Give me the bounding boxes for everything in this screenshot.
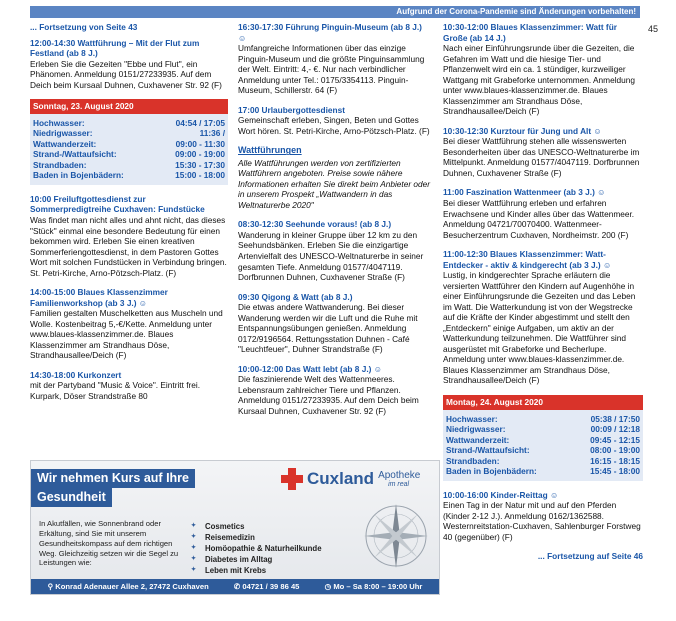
tide-value: 09:45 - 12:15: [590, 434, 640, 445]
bullet-icon: ✦: [191, 544, 197, 551]
tide-value: 11:36 /: [199, 128, 225, 139]
tide-row: [446, 456, 640, 467]
ad-text: In Akutfällen, wie Sonnenbrand oder Erkältung, sind Sie mit unserem Gesundheitskompass auf dem richtigen Weg. Gleichzeitig setzen wir die Segel zu Leistungen wie:: [39, 519, 179, 568]
tide-table: [443, 410, 643, 481]
event-body: Die etwas andere Wattwanderung. Bei dieser Wanderung werden wir die Luft und die Ruhe mit Entspannungsübungen genießen. Anmeldung 0172/9196564. Rettungsstation Duhnen - Café "Leuchtfeuer", Duhner Strandstraße (F): [238, 302, 418, 355]
event-entry: [238, 364, 432, 417]
service-item: [191, 554, 322, 565]
event-body: Umfangreiche Informationen über das einzige Pinguin-Museum und die größte Pinguinsammlung der Welt. Eintritt: 4,- €. Nur nach verbindlicher Anmeldung unter Tel.: 0175/3354113. Pinguin-Museum, Schillerstr. 64 (F): [238, 43, 425, 96]
tide-row: [33, 128, 225, 139]
event-title: 08:30-12:30 Seehunde voraus! (ab 8 J.): [238, 219, 392, 230]
service-item: [191, 543, 322, 554]
pharmacy-cross-icon: [281, 468, 303, 490]
bullet-icon: ✦: [191, 555, 197, 562]
column-3: [443, 22, 643, 562]
page-number: 45: [647, 24, 658, 34]
event-entry: [443, 126, 643, 179]
pharmacy-ad[interactable]: [30, 460, 440, 595]
event-title: 16:30-17:30 Führung Pinguin-Museum (ab 8 J.) ☺: [238, 22, 422, 43]
services-list: [191, 521, 322, 576]
event-title: 17:00 Urlaubergottesdienst: [238, 104, 345, 115]
event-body: mit der Partyband "Music & Voice". Eintritt frei. Kurpark, Döser Strandstraße 80: [30, 380, 201, 401]
tide-value: 15:00 - 18:00: [175, 170, 225, 181]
tide-row: [446, 414, 640, 425]
event-entry: [443, 187, 643, 240]
tide-row: [33, 139, 225, 150]
logo-apotheke: Apotheke: [378, 469, 421, 481]
hours-value: Mo – Sa 8:00 – 19:00 Uhr: [333, 581, 423, 591]
service-label: Homöopathie & Naturheilkunde: [205, 543, 322, 553]
event-body: Was findet man nicht alles und ahnt nicht, das dieses "Stück" einmal eine besondere Bedeutung für einen bekommen wird. Erleben Sie einen kreativen Sommerferiengottesdienst, in dem Pastoren Gottes Wort mit solchen Fundstücken in Verbindung bringen. St. Petri-Kirche, Arno-Pötzsch-Platz. (F): [30, 214, 227, 278]
event-title: 10:30-12:30 Kurztour für Jung und Alt ☺: [443, 125, 602, 136]
tide-label: Wattwanderzeit:: [33, 138, 97, 149]
ad-headline: Gesundheit: [31, 488, 112, 507]
event-body: Lustig, in kindgerechter Sprache erläutern die versierten Wattführer den Kindern auf Augenhöhe in einer Einführungsrunde die Gezeiten und das Leben im Watt. Die Watterkundung ist von der Wegstrecke auf die Kräfte der Kinder abgestimmt und stellt den „Entdeckern" einige Aufgaben, um aktiv an der Watterkundung teilzunehmen. Die Wattführer sind ausgerüstet mit Grabeforke und Becherlupe. Anmeldung unter www.blaues-klassenzimmer.de. Blaues Klassenzimmer am Strandhaus Döse, Strandhausallee/Deich (F): [443, 270, 636, 386]
tide-value: 05:38 / 17:50: [590, 413, 640, 424]
continued-from: ... Fortsetzung von Seite 43: [30, 22, 138, 32]
event-entry: [238, 22, 432, 96]
tide-label: Baden in Bojenbädern:: [446, 466, 537, 477]
event-body: Bei dieser Wattführung erleben und erfahren Erwachsene und Kinder alles über das Wattenmeer. Anmeldung 04721/70070400. Wattenmeer-Besucherzentrum Cuxhaven, Nordheimstr. 200 (F): [443, 197, 635, 240]
service-label: Leben mit Krebs: [205, 565, 267, 575]
event-title: 10:00-16:00 Kinder-Reittag ☺: [443, 489, 559, 500]
event-entry: [238, 105, 432, 137]
tide-value: 16:15 - 18:15: [590, 455, 640, 466]
tide-value: 08:00 - 19:00: [590, 445, 640, 456]
phone-text: ✆ 04721 / 39 86 45: [233, 581, 300, 591]
section-title: Wattführungen: [238, 145, 302, 156]
tide-row: [446, 445, 640, 456]
tide-value: 09:00 - 11:30: [175, 138, 225, 149]
tide-label: Wattwanderzeit:: [446, 434, 510, 445]
ad-headline: Wir nehmen Kurs auf Ihre: [31, 469, 195, 488]
service-label: Reisemedizin: [205, 532, 255, 542]
bullet-icon: ✦: [191, 522, 197, 529]
tide-row: [446, 466, 640, 477]
event-body: Einen Tag in der Natur mit und auf den Pferden (Kinder 2-12 J.). Anmeldung 0162/1362588. Westernreitstation-Cuxhaven, Sahlenburger Forstweg 40 (gegenüber) (F): [443, 500, 641, 542]
logo-tagline: im real: [388, 480, 410, 488]
event-body: Nach einer Einführungsrunde über die Gezeiten, die Gefahren im Watt und die hiesige Tier- und Pflanzenwelt wird ein ca. 1 stündiger, kurzweiliger Wattgang mit Grabeforke unternommen. Anmeldung unter www.blaues-klassenzimmer.de. Blaues Klassenzimmer am Strandhaus Döse, Strandhausallee/Deich (F): [443, 43, 636, 117]
event-body: Gemeinschaft erleben, Singen, Beten und Gottes Wort hören. St. Petri-Kirche, Arno-Pötzsch-Platz. (F): [238, 115, 430, 136]
service-label: Cosmetics: [205, 521, 245, 531]
event-title: 14:30-18:00 Kurkonzert: [30, 369, 122, 380]
event-title: 10:00 Freiluftgottesdienst zur Sommerpredigtreihe Cuxhaven: Fundstücke: [30, 193, 205, 215]
service-item: [191, 532, 322, 543]
tide-label: Niedrigwasser:: [446, 424, 506, 435]
column-1: [30, 22, 228, 410]
tide-label: Niedrigwasser:: [33, 128, 93, 139]
event-title: 11:00 Faszination Wattenmeer (ab 3 J.) ☺: [443, 187, 606, 198]
event-body: Wanderung in kleiner Gruppe über 12 km zu den Seehundsbänken. Erleben Sie die einzigartige Artenvielfalt des UNESCO-Weltnaturerbe in seiner gesamten Tiefe. Anmeldung 01577/4047119. Dorfbrunnen Duhnen, Cuxhavener Straße (F): [238, 229, 424, 283]
tide-table: [30, 114, 228, 185]
bullet-icon: ✦: [191, 566, 197, 573]
event-entry: [443, 22, 643, 117]
tide-value: 15:45 - 18:00: [590, 466, 640, 477]
tide-value: 00:09 / 12:18: [590, 424, 640, 435]
pharmacy-logo: [281, 464, 420, 494]
tide-label: Strand-/Wattaufsicht:: [33, 149, 117, 160]
compass-rose-icon: [361, 501, 431, 571]
event-entry: [238, 219, 432, 282]
ad-footer: [31, 579, 439, 594]
event-body: Bei dieser Wattführung stehen alle wissenswerten Besonderheiten über das UNESCO-Weltnaturerbe im Mittelpunkt. Anmeldung 01577/4047119. Dorfbrunnen Duhnen, Cuxhavener Straße (F): [443, 136, 640, 178]
column-2: [238, 22, 432, 425]
event-body: Die faszinierende Welt des Wattenmeeres. Lebensraum zahlreicher Tiere und Pflanzen. Anmeldung 0151/27233935. Auf dem Deich beim Kursaal Duhnen, Cuxhavener Str. 92 (F): [238, 374, 419, 416]
tide-label: Strandbaden:: [33, 159, 87, 170]
tide-label: Strandbaden:: [446, 455, 500, 466]
tide-row: [33, 149, 225, 160]
tide-row: [33, 170, 225, 181]
top-banner: [30, 6, 640, 18]
event-entry: [30, 287, 228, 361]
banner-text: Aufgrund der Corona-Pandemie sind Änderungen vorbehalten!: [396, 7, 636, 16]
date-header: Sonntag, 23. August 2020: [30, 99, 228, 114]
logo-brand: Cuxland: [307, 469, 375, 489]
event-title: 10:30-12:00 Blaues Klassenzimmer: Watt für Große (ab 14 J.): [443, 22, 617, 43]
hours-text: ◷ Mo – Sa 8:00 – 19:00 Uhr: [324, 581, 423, 591]
event-entry: [30, 194, 228, 278]
service-item: [191, 565, 322, 576]
tide-value: 04:54 / 17:05: [175, 117, 225, 128]
event-title: 11:00-12:30 Blaues Klassenzimmer: Watt-Entdecker - aktiv & kindgerecht (ab 3 J.) ☺: [443, 249, 612, 270]
event-entry: [30, 370, 228, 402]
tide-label: Strand-/Wattaufsicht:: [446, 445, 530, 456]
event-title: 14:00-15:00 Blaues Klassenzimmer Familienworkshop (ab 3 J.) ☺: [30, 287, 168, 308]
section-note: Alle Wattführungen werden von zertifizierten Wattführern angeboten. Preise sowie nähere Informationen erhalten Sie direkt beim Anbieter oder in unserem Prospekt „Wattwandern in das Weltnaturerbe 2020": [238, 157, 431, 210]
tide-row: [446, 435, 640, 446]
logo-side: [378, 471, 420, 488]
tide-label: Baden in Bojenbädern:: [33, 170, 124, 181]
tide-label: Hochwasser:: [33, 117, 85, 128]
event-entry: [443, 249, 643, 386]
tide-row: [446, 424, 640, 435]
address-value: Konrad Adenauer Allee 2, 27472 Cuxhaven: [55, 581, 209, 591]
tide-value: 09:00 - 19:00: [175, 149, 225, 160]
event-title: 12:00-14:30 Wattführung – Mit der Flut zum Festland (ab 8 J.): [30, 37, 200, 59]
date-header: Montag, 24. August 2020: [443, 395, 643, 410]
bullet-icon: ✦: [191, 533, 197, 540]
event-title: 10:00-12:00 Das Watt lebt (ab 8 J.) ☺: [238, 363, 383, 374]
event-entry: [238, 292, 432, 355]
event-entry: [30, 38, 228, 91]
event-entry: [443, 490, 643, 543]
tide-row: [33, 160, 225, 171]
service-label: Diabetes im Alltag: [205, 554, 273, 564]
address-text: ⚲ Konrad Adenauer Allee 2, 27472 Cuxhaven: [47, 581, 209, 591]
phone-value: 04721 / 39 86 45: [242, 581, 300, 591]
tide-value: 15:30 - 17:30: [175, 159, 225, 170]
event-body: Erleben Sie die Gezeiten "Ebbe und Flut", ein Phänomen. Anmeldung 0151/27233935. Auf dem Deich beim Kursaal Duhnen, Cuxhavener Str. 92 (F): [30, 58, 222, 90]
tide-row: [33, 118, 225, 129]
continued-on: ... Fortsetzung auf Seite 46: [537, 551, 643, 562]
tide-label: Hochwasser:: [446, 413, 498, 424]
event-body: Familien gestalten Muschelketten aus Muscheln und Wolle. Kostenbeitrag 5,-€/Kette. Anmeldung unter www.blaues-klassenzimmer.de. Blaues Klassenzimmer am Strandhaus Döse, Strandhausallee/Deich (F): [30, 308, 223, 361]
service-item: [191, 521, 322, 532]
event-title: 09:30 Qigong & Watt (ab 8 J.): [238, 291, 353, 302]
